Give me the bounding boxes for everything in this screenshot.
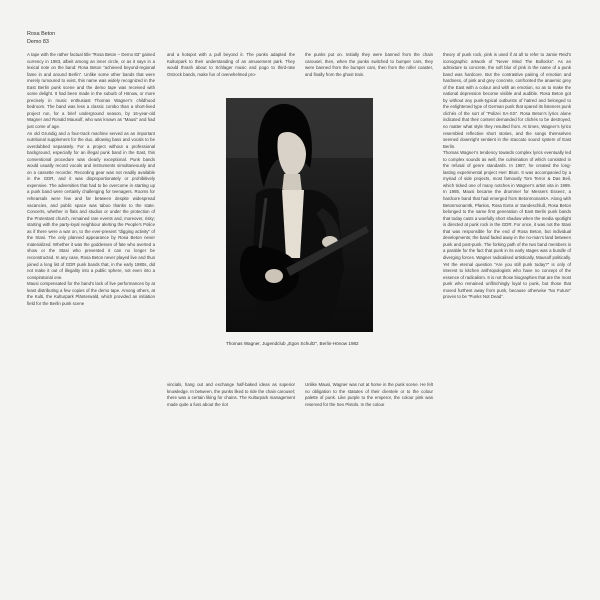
text-column-2-top [167,52,295,88]
paragraph: Mausi compensated for the band’s lack of live performances by at least distributing a few copies of the demo tape. Among others, at the Kulti, the Kulturpark Plänterwald, which provided an initiation field for the Berlin punk scene [27,281,155,306]
text-column-3-bottom [305,382,433,412]
paragraph: and a hotspot with a pull beyond it. The punks adapted the Kulturpark to their understanding of an amusement park. They would thrash about to Schlager music and pogo to third-rate Ostrock bands, make fun of overwhelmed pro- [167,52,295,77]
photo-image [226,98,373,332]
document-header [27,30,55,46]
band-photo [226,98,373,332]
paragraph: Unlike Mausi, Wagner was not at home in the punk scene. He felt no obligation to the statutes of their clientele or to the colour palette of punk. Like purple to the emperor, the colour pink was reserved for the Sex Pistols. In the colour [305,382,433,407]
release-title: Demo 83 [27,39,49,45]
paragraph: Thomas Wagner’s tendency towards complex lyrics eventually led to complex sounds as well, the culmination of which consisted in the refusal of genre standards. In 1987, he created the long-lasting experimental project Herr Blum. It was accompanied by a myriad of side projects, most famously Tom Terror & Das Beil, which ticked one of many notches in Wagner’s artist vita in 1989. In 1985, Mausi became the drummer for Messers Esseez, a hardcore band that had emerged from BetonmonamtA. Along with Betonmonamtk, Planlos, Rosa Extra or Sandeschluß, Rosa Beton belonged to the same first generation of East Berlin punk bands that today casts a woefully short shadow when the media spotlight is directed at punk rock in the GDR. For once, it was not the Stasi that was responsible for the end of Rosa Beton, but individual developments; the band faded away in the no-man’s land between punk and post-punk. The forking path of the two band members is a parable for the fact that punk in its early stages was a bundle of diverging forces. Wagner radicalised artistically, Mausolf politically. Yet the eternal question “Are you still punk today?” is only of interest to kitchen anthropologists who have no concept of the essence of radicalism. It is not those biographies that are the most punk who remained unflinchingly loyal to punk, but those that moved furthest away from punk, because otherwise “No Future” proves to be “Punks Not Dead”. [443,150,571,300]
text-column-4 [443,52,571,580]
paragraph: vincials, hang out and exchange half-baked ideas as superior knowledge. In between, the punks liked to ride the chain carousel; there was a certain liking for chains. The Kulturpark management made quite a fuss about the riot [167,382,295,407]
photo-caption: Thomas Wagner, Jugendclub „Egon Schultz“, Berlin-Hönow 1982 [226,341,359,346]
paragraph: theory of punk rock, pink is used if at all to refer to Jamie Reid’s iconographic artwork of “Never Mind The Bollocks”. As an admixture to concrete, the soft blur of pink in the name of a punk band was hardcore. But the contrastive pairing of emotion and hardness, of pink and grey concrete, confronted the anaemic grey of the East with a colour and with an emotion, so as to make the national depression become visible and audible. Rosa Beton got by without any punk-typical outbursts of hatred and belonged to the enlightened type of German punk that spared its listeners punk clichés of the sort of “Polizei SA-SS”. Rosa Beton’s lyrics alone indicated that their content demanded for clichés to be destroyed, no matter what style they resulted from. At times, Wagner’s lyrics resembled reflective short stories, and the songs themselves seemed downright sentient in the staccato sound system of East Berlin. [443,52,571,149]
paragraph: the punks put on. Initially they were banned from the chain carousel, then, when the punks switched to bumper cars, they were banned from the bumper cars, then from the roller coaster, and finally from the ghost train. [305,52,433,77]
text-column-1 [27,52,155,580]
artist-name: Rosa Beton [27,31,56,37]
paragraph: A tape with the rather factual title “Rosa Beton – Demo 83” gained currency in 1983, albeit among an inner circle, or as it says in a lexical note on the band: Rosa Beton “achieved beyond-regional fame in and around Berlin”. Unlike some other bands that were merely rumoured to exist, this name was widely recognized in the East Berlin punk scene and the demo tape was received with some delight. It had been made in the suburb of Hönow, or more precisely in music enthusiast Thomas Wagner’s childhood bedroom. The band was less a classic combo than a short-lived project run, for a brief underground season, by 16-year-old Wagner and Ronald Mausolf, who was known as “Mausi” and had just come of age. [27,52,155,130]
text-column-2-bottom [167,382,295,412]
paragraph: An old Grundig and a four-track machine served as an important nutritional supplement for the duo, allowing bass and vocals to be overdubbed separately. For a project without a professional background, especially for an illegal punk band in the East, this conventional procedure was clearly exceptional. Punk bands would usually record vocals and instruments simultaneously and on a cassette recorder. Recording gear was not readily available in the GDR, and it was disproportionately or prohibitively expensive. The adversities that had to be overcome in starting up a punk band were certainly challenging for teenagers. Rooms for rehearsals were few and far between despite widespread vacancies, and public space was taboo thanks to the state. Concerts, whether in flats and studios or under the protection of the Protestant church, remained rare events and, moreover, risky; starting with the party-loyal neighbour alerting the People’s Police as if there were a war on, to the ever-present “digging activity” of the Stasi. The only planned appearance by Rosa Beton never materialized. Whether it was the goddesses of fate who averted a show or the Stasi who prevented it can no longer be reconstructed. In any case, Rosa Beton never played live and thus joined a long list of GDR punk bands that, in the early 1980s, did not make it out of illegality into a public sphere, not even into a conspiratorial one. [27,130,155,280]
text-column-3-top [305,52,433,88]
